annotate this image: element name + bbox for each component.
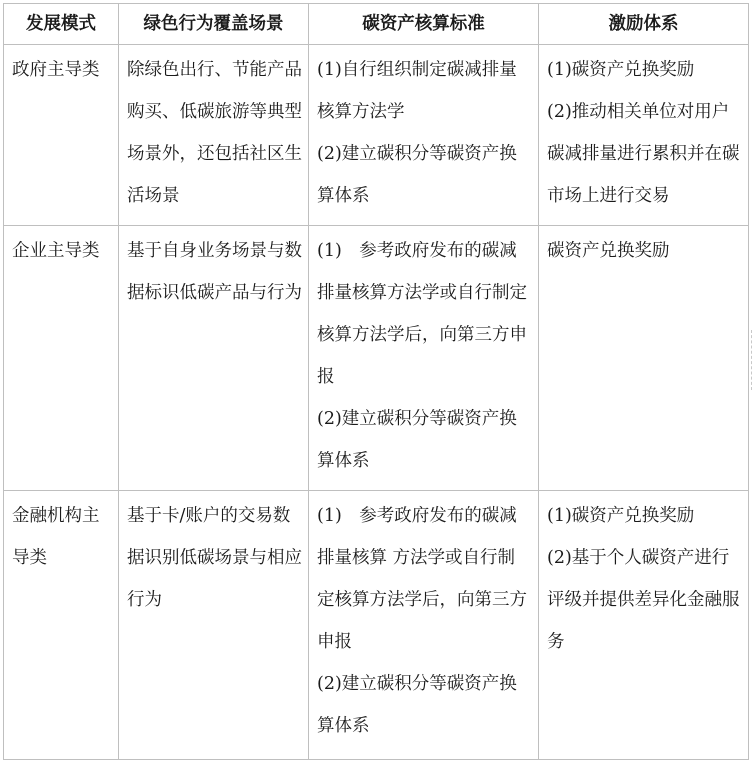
incentive-item: (2)基于个人碳资产进行评级并提供差异化金融服务 — [547, 548, 740, 652]
header-mode: 发展模式 — [4, 4, 119, 45]
incentive-item: 碳资产兑换奖励 — [547, 241, 670, 261]
header-standard: 碳资产核算标准 — [309, 4, 539, 45]
cell-incentive — [539, 491, 749, 760]
standard-item: (2)建立碳积分等碳资产换算体系 — [317, 144, 517, 206]
page-edge-divider — [749, 330, 752, 390]
table-row — [4, 226, 749, 491]
standard-item: (1) 参考政府发布的碳减排量核算 方法学或自行制定核算方法学后，向第三方申报 — [317, 506, 527, 652]
incentive-item: (2)推动相关单位对用户碳减排量进行累积并在碳市场上进行交易 — [547, 102, 740, 206]
cell-mode: 政府主导类 — [4, 45, 119, 226]
cell-standard — [309, 491, 539, 760]
cell-incentive — [539, 45, 749, 226]
incentive-item: (1)碳资产兑换奖励 — [547, 506, 695, 526]
standard-item: (2)建立碳积分等碳资产换算体系 — [317, 409, 517, 471]
cell-mode: 金融机构主导类 — [4, 491, 119, 760]
standard-item: (2)建立碳积分等碳资产换算体系 — [317, 674, 517, 736]
cell-scenario: 基于自身业务场景与数据标识低碳产品与行为 — [119, 226, 309, 491]
standard-item: (1)自行组织制定碳减排量核算方法学 — [317, 60, 517, 122]
carbon-model-table — [3, 3, 749, 760]
incentive-item: (1)碳资产兑换奖励 — [547, 60, 695, 80]
cell-standard — [309, 45, 539, 226]
standard-item: (1) 参考政府发布的碳减排量核算方法学或自行制定核算方法学后，向第三方申报 — [317, 241, 527, 387]
table-row — [4, 491, 749, 760]
cell-mode: 企业主导类 — [4, 226, 119, 491]
header-scenario: 绿色行为覆盖场景 — [119, 4, 309, 45]
cell-incentive — [539, 226, 749, 491]
cell-standard — [309, 226, 539, 491]
table-row — [4, 45, 749, 226]
header-incentive: 激励体系 — [539, 4, 749, 45]
cell-scenario: 除绿色出行、节能产品购买、低碳旅游等典型场景外，还包括社区生活场景 — [119, 45, 309, 226]
table-header-row — [4, 4, 749, 45]
cell-scenario: 基于卡/账户的交易数据识别低碳场景与相应行为 — [119, 491, 309, 760]
